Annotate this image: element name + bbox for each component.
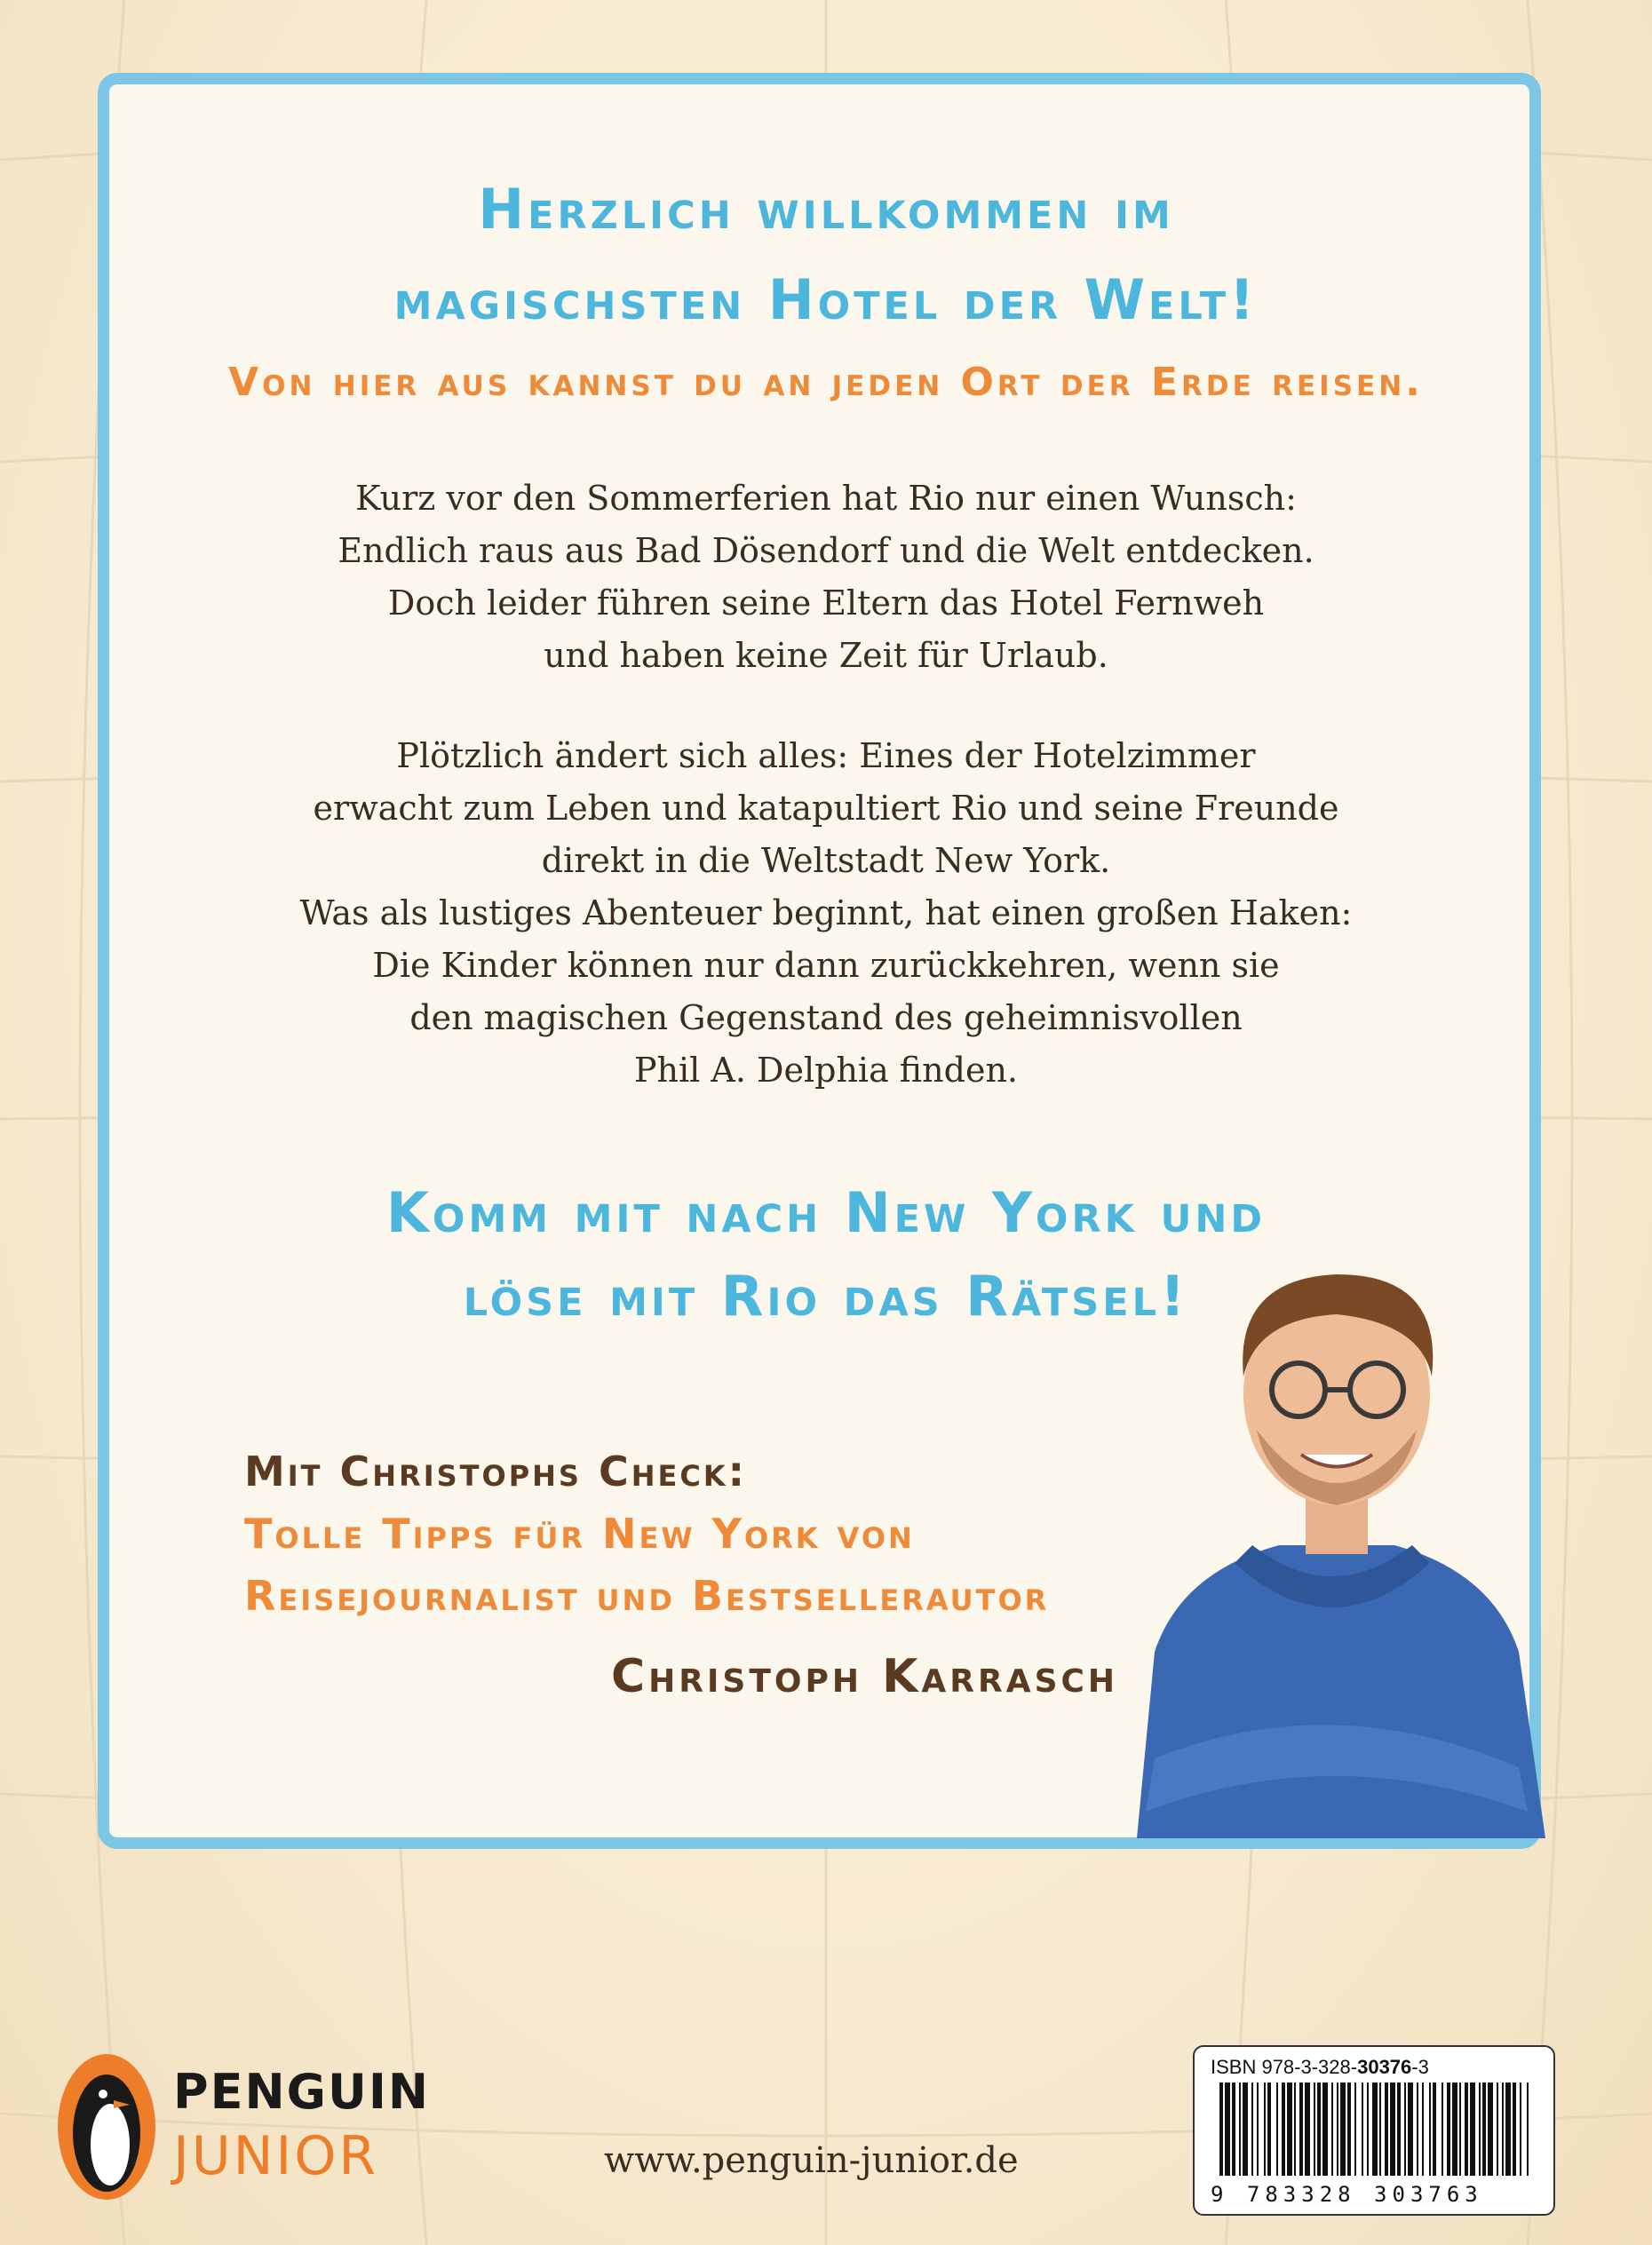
barcode-bar — [1502, 2082, 1504, 2176]
isbn-bold-part: 30376 — [1357, 2056, 1412, 2078]
penguin-logo-icon — [53, 2051, 160, 2202]
barcode-bar — [1513, 2082, 1516, 2176]
barcode-bar — [1367, 2082, 1369, 2176]
barcode-bar — [1282, 2082, 1285, 2176]
isbn-prefix: ISBN 978-3-328- — [1211, 2056, 1358, 2078]
headline-line-2: magischsten Hotel der Welt! — [393, 267, 1259, 332]
barcode-bar — [1408, 2082, 1413, 2176]
check-heading: Mit Christophs Check: — [244, 1448, 748, 1495]
paragraph-1-line: Endlich raus aus Bad Dösendorf und die Welt entdecken. — [338, 531, 1314, 570]
headline-line-1: Herzlich willkommen im — [478, 177, 1174, 242]
paragraph-2-line: Die Kinder können nur dann zurückkehren, wenn sie — [372, 946, 1280, 985]
barcode-bar — [1264, 2082, 1266, 2176]
barcode-bar — [1243, 2082, 1248, 2176]
barcode-bar — [1520, 2082, 1521, 2176]
barcode-bar — [1287, 2082, 1292, 2176]
barcode-bar — [1331, 2082, 1333, 2176]
tagline: Von hier aus kannst du an jeden Ort der Erde reisen. — [228, 360, 1424, 405]
paragraph-2 — [0, 730, 1652, 1097]
cta-line-1: Komm mit nach New York und — [385, 1180, 1267, 1245]
publisher-name-penguin: PENGUIN — [173, 2064, 431, 2120]
check-line-1: Tolle Tipps für New York von — [244, 1510, 915, 1558]
isbn-suffix: -3 — [1411, 2056, 1429, 2078]
paragraph-1-line: Doch leider führen seine Eltern das Hotel Fernweh — [387, 583, 1265, 623]
barcode-bar — [1305, 2082, 1310, 2176]
barcode-bar — [1479, 2082, 1481, 2176]
paragraph-2-line: erwacht zum Leben und katapultiert Rio und seine Freunde — [313, 789, 1339, 828]
publisher-logo-text — [173, 2060, 430, 2188]
author-portrait — [1101, 1190, 1563, 1838]
isbn-box — [1193, 2045, 1555, 2216]
cta-line-2: löse mit Rio das Rätsel! — [463, 1264, 1189, 1329]
barcode-bar — [1433, 2082, 1436, 2176]
check-line-2: Reisejournalist und Bestsellerautor — [244, 1572, 1050, 1620]
isbn-label — [1211, 2056, 1429, 2079]
barcode-bar — [1452, 2082, 1457, 2176]
barcode-bar — [1294, 2082, 1296, 2176]
barcode-bar — [1317, 2082, 1321, 2176]
barcode-bar — [1337, 2082, 1338, 2176]
barcode-bar — [1322, 2082, 1328, 2176]
barcode-bar — [1527, 2082, 1529, 2176]
barcode-bar — [1447, 2082, 1450, 2176]
paragraph-2-line: direkt in die Weltstadt New York. — [541, 841, 1111, 880]
barcode-bar — [1276, 2082, 1278, 2176]
barcode-bar — [1442, 2082, 1443, 2176]
barcode-bar — [1385, 2082, 1388, 2176]
barcode-bar — [1470, 2082, 1475, 2176]
barcode-bar — [1340, 2082, 1346, 2176]
paragraph-2-line: Was als lustiges Abenteuer beginnt, hat einen großen Haken: — [299, 893, 1353, 932]
barcode-bar — [1251, 2082, 1253, 2176]
paragraph-2-line: Phil A. Delphia finden. — [633, 1051, 1018, 1090]
barcode-bar — [1219, 2082, 1223, 2176]
barcode-bar — [1362, 2082, 1363, 2176]
author-name: Christoph Karrasch — [611, 1650, 1119, 1703]
barcode-bar — [1347, 2082, 1351, 2176]
barcode-bar — [1314, 2082, 1315, 2176]
publisher-url[interactable]: www.penguin-junior.de — [604, 2140, 1019, 2181]
barcode-bar — [1397, 2082, 1401, 2176]
barcode-bar — [1482, 2082, 1486, 2176]
barcode-bar — [1239, 2082, 1241, 2176]
publisher-name-junior: JUNIOR — [173, 2125, 379, 2187]
barcode-bar — [1488, 2082, 1493, 2176]
barcode-bar — [1459, 2082, 1461, 2176]
paragraph-1 — [0, 472, 1652, 682]
barcode-icon — [1216, 2082, 1536, 2180]
barcode-bar — [1225, 2082, 1230, 2176]
paragraph-2-line: Plötzlich ändert sich alles: Eines der Hotelzimmer — [396, 736, 1256, 775]
barcode-bar — [1232, 2082, 1235, 2176]
barcode-bar — [1257, 2082, 1259, 2176]
barcode-bar — [1404, 2082, 1406, 2176]
barcode-bar — [1497, 2082, 1498, 2176]
barcode-bar — [1429, 2082, 1431, 2176]
paragraph-1-line: Kurz vor den Sommerferien hat Rio nur einen Wunsch: — [355, 479, 1297, 518]
paragraph-2-line: den magischen Gegenstand des geheimnisvollen — [409, 998, 1243, 1037]
barcode-bar — [1390, 2082, 1395, 2176]
barcode-bar — [1372, 2082, 1378, 2176]
barcode-bar — [1465, 2082, 1468, 2176]
barcode-bar — [1354, 2082, 1356, 2176]
barcode-bar — [1299, 2082, 1303, 2176]
barcode-bar — [1417, 2082, 1418, 2176]
barcode-bar — [1379, 2082, 1381, 2176]
isbn-digits: 9 783328 303763 — [1211, 2182, 1483, 2207]
barcode-bar — [1505, 2082, 1511, 2176]
paragraph-1-line: und haben keine Zeit für Urlaub. — [544, 636, 1108, 675]
barcode-bar — [1267, 2082, 1271, 2176]
barcode-bar — [1422, 2082, 1424, 2176]
